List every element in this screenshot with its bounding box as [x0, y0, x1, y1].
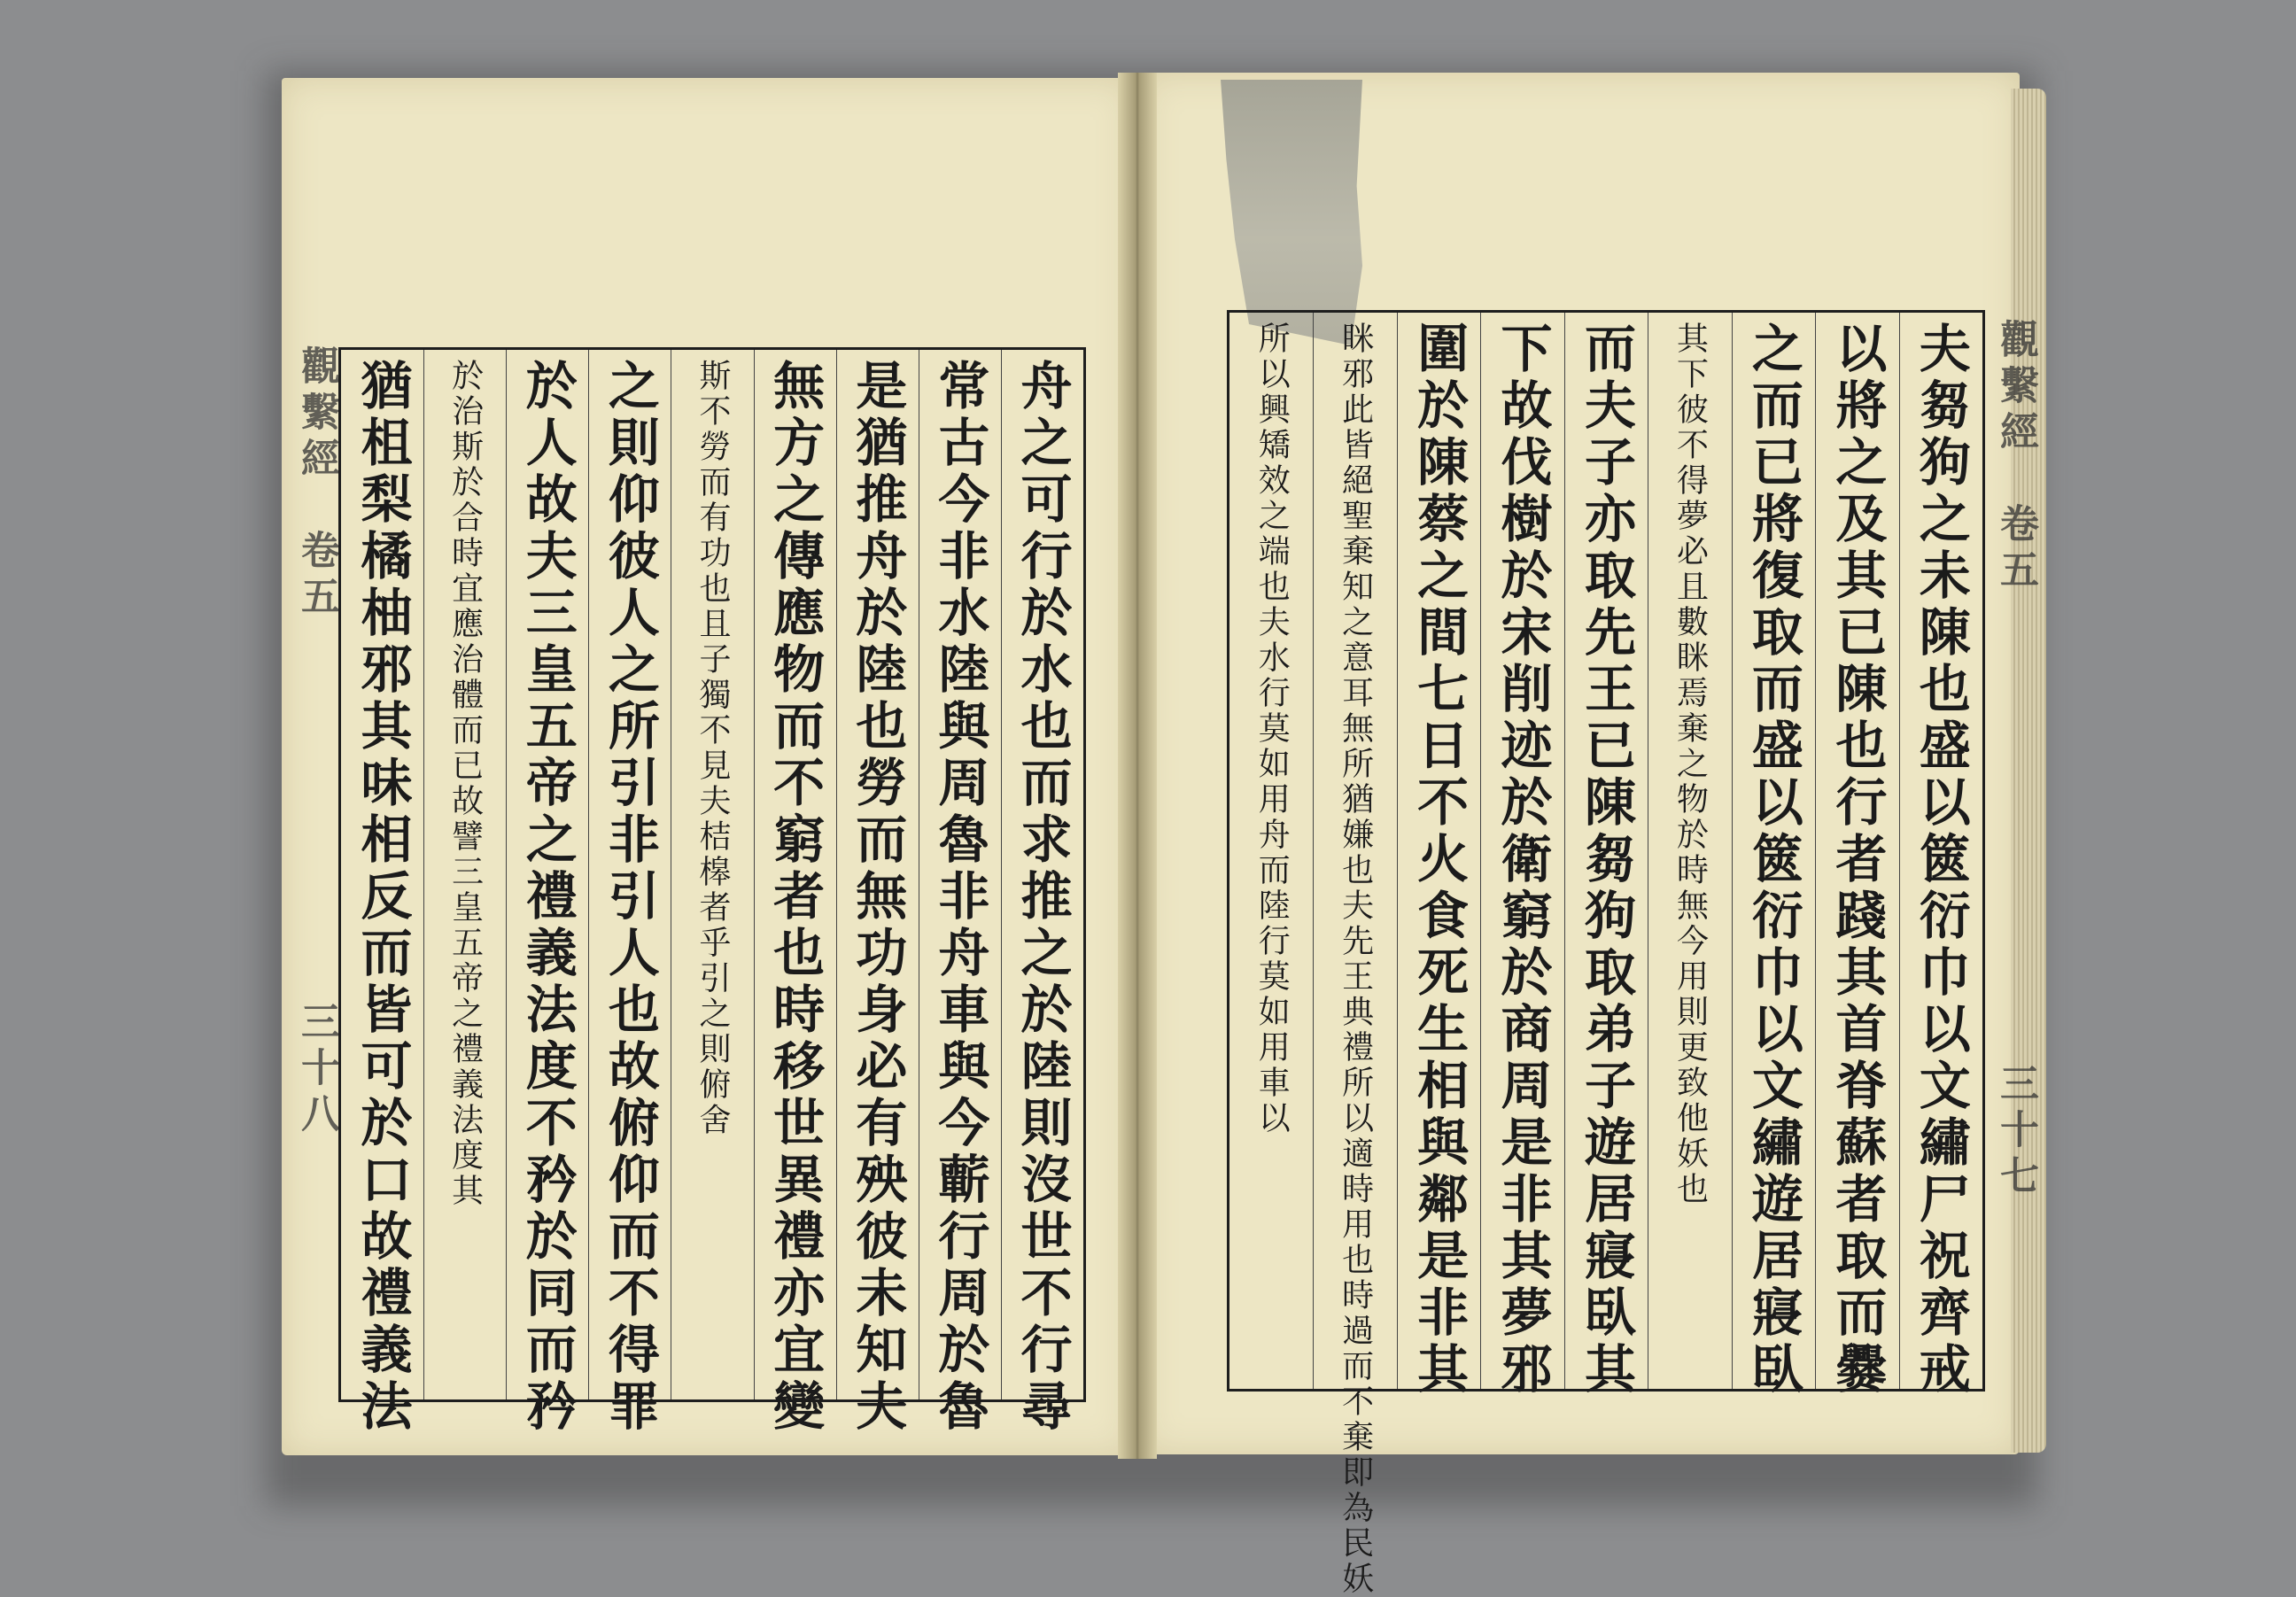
text-column: 以將之及其已陳也行者踐其首脊蘇者取而爨: [1827, 322, 1888, 1399]
column-rule: [1899, 313, 1900, 1389]
column-rule: [754, 350, 755, 1399]
text-column: 是猶推舟於陸也勞而無功身必有殃彼未知夫: [847, 359, 908, 1436]
text-column: 於治斯於合時宜應治體而已故譬三皇五帝之禮義法度其: [446, 359, 484, 1209]
column-rule: [1397, 313, 1398, 1389]
text-column: 而夫子亦取先王已陳芻狗取弟子遊居寢臥其: [1576, 322, 1636, 1399]
text-column: 其下彼不得夢必且數眯焉棄之物於時無今用則更致他妖也: [1672, 322, 1709, 1207]
text-column: 於人故夫三皇五帝之禮義法度不矜於同而矜: [516, 359, 578, 1436]
column-rule: [1480, 313, 1481, 1389]
text-column: 圍於陳蔡之間七日不火食死生相與鄰是非其: [1408, 322, 1470, 1399]
text-column: 常古今非水陸與周魯非舟車與今蘄行周於魯: [929, 359, 990, 1436]
column-rule: [506, 350, 507, 1399]
left-margin-page: 三十八: [294, 1001, 339, 1139]
text-column: 猶柤梨橘柚邪其味相反而皆可於口故禮義法: [352, 359, 413, 1436]
right-margin-title: 觀繫經 卷五: [1993, 319, 2038, 595]
book-gutter: [1118, 73, 1157, 1459]
text-column: 下故伐樹於宋削迹於衛窮於商周是非其夢邪: [1492, 322, 1553, 1399]
column-rule: [1732, 313, 1733, 1389]
left-text-frame: [338, 347, 1086, 1436]
column-rule: [423, 350, 424, 1399]
text-column: 所以興矯效之端也夫水行莫如用舟而陸行莫如用車以: [1253, 322, 1291, 1136]
text-column: 舟之可行於水也而求推之於陸則沒世不行尋: [1012, 359, 1073, 1436]
right-text-frame: [1227, 310, 1985, 1597]
text-column: 之而已將復取而盛以篋衍巾以文繡遊居寢臥: [1742, 322, 1803, 1399]
text-column: 斯不勞而有功也且子獨不見夫桔槔者乎引之則俯舍: [694, 359, 731, 1138]
text-column: 之則仰彼人之所引非引人也故俯仰而不得罪: [599, 359, 660, 1436]
text-column: 夫芻狗之未陳也盛以篋衍巾以文繡尸祝齊戒: [1910, 322, 1971, 1399]
column-rule: [588, 350, 589, 1399]
page-edges: [2011, 89, 2046, 1453]
column-rule: [1313, 313, 1314, 1389]
left-margin-title: 觀繫經 卷五: [294, 345, 339, 622]
text-column: 眯邪此皆絕聖棄知之意耳無所猶嫌也夫先王典禮所以適時用也時過而不棄即為民妖: [1337, 322, 1374, 1597]
text-column: 無方之傳應物而不窮者也時移世異禮亦宜變: [764, 359, 826, 1436]
column-rule: [1001, 350, 1002, 1399]
column-rule: [836, 350, 837, 1399]
column-rule: [1564, 313, 1565, 1389]
column-rule: [1815, 313, 1816, 1389]
right-margin-page: 三十七: [1993, 1063, 2038, 1201]
